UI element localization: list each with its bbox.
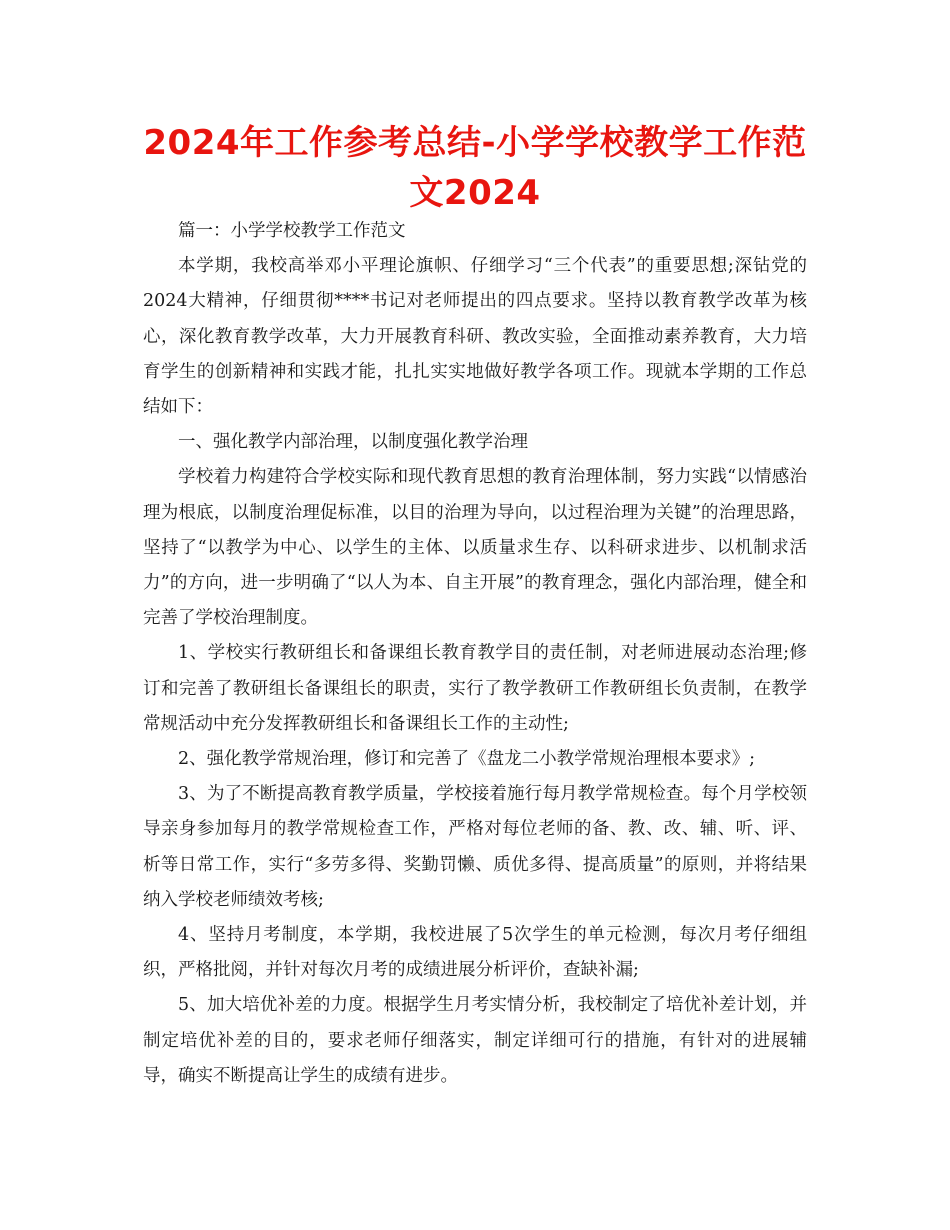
paragraph-item-3: 3、为了不断提高教育教学质量，学校接着施行每月教学常规检查。每个月学校领导亲身参加每月的教学常规检查工作，严格对每位老师的备、教、改、辅、听、评、析等日常工作，实行“多劳多得、奖勤罚懒、质优多得、提高质量”的原则，并将结果纳入学校老师绩效考核; [143,784,807,910]
paragraph-management-system: 学校着力构建符合学校实际和现代教育思想的教育治理体制，努力实践“以情感治理为根底，以制度治理促标准，以目的治理为导向，以过程治理为关键”的治理思路，坚持了“以教学为中心、以学生的主体、以质量求生存、以科研求进步、以机制求活力”的方向，进一步明确了“以人为本、自主开展”的教育理念，强化内部治理，健全和完善了学校治理制度。 [143,467,807,629]
paragraph-section-heading: 篇一：小学学校教学工作范文 [178,221,406,241]
paragraph-item-5: 5、加大培优补差的力度。根据学生月考实情分析，我校制定了培优补差计划，并制定培优补差的目的，要求老师仔细落实，制定详细可行的措施，有针对的进展辅导，确实不断提高让学生的成绩有进步。 [143,995,807,1086]
document-body [143,214,807,1094]
paragraph-item-2: 2、强化教学常规治理，修订和完善了《盘龙二小教学常规治理根本要求》; [178,749,756,770]
paragraph-intro: 本学期，我校高举邓小平理论旗帜、仔细学习“三个代表”的重要思想;深钻党的2024大精神，仔细贯彻****书记对老师提出的四点要求。坚持以教育教学改革为核心，深化教育教学改革，大力开展教育科研、教改实验，全面推动素养教育，大力培育学生的创新精神和实践才能，扎扎实实地做好教学各项工作。现就本学期的工作总结如下： [143,256,807,418]
paragraph-heading-one: 一、强化教学内部治理，以制度强化教学治理 [178,432,528,453]
document-title: 2024年工作参考总结-小学学校教学工作范文2024 [143,123,807,213]
paragraph-item-1: 1、学校实行教研组长和备课组长教育教学目的责任制，对老师进展动态治理;修订和完善了教研组长备课组长的职责，实行了教学教研工作教研组长负责制，在教学常规活动中充分发挥教研组长和备课组长工作的主动性; [143,643,807,734]
paragraph-item-4: 4、坚持月考制度，本学期，我校进展了5次学生的单元检测，每次月考仔细组织，严格批阅，并针对每次月考的成绩进展分析评价，查缺补漏; [143,925,807,981]
